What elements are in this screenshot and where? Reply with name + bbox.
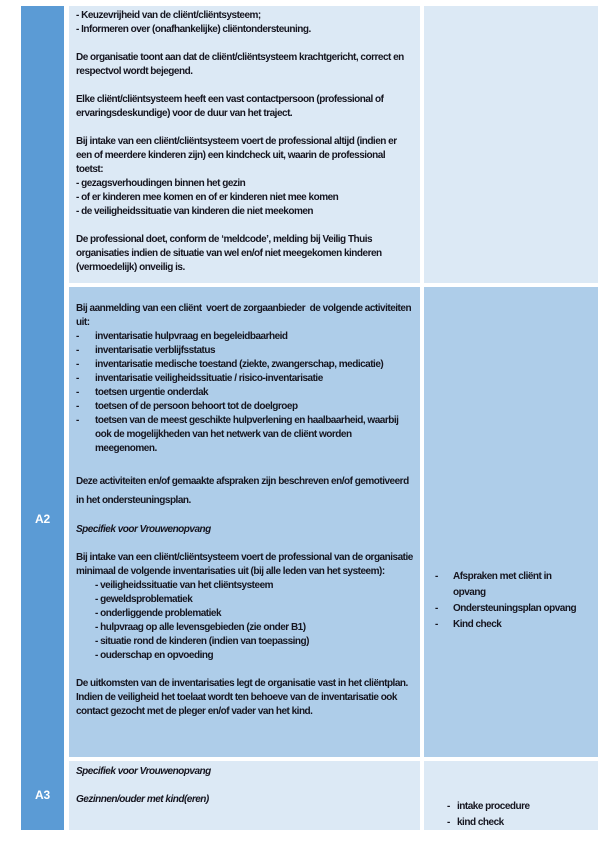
sub-heading: Gezinnen/ouder met kind(eren) (76, 794, 209, 805)
bullet-item: - Kind check (453, 617, 586, 633)
list-item: - toetsen van de meest geschikte hulpverlening en haalbaarheid, waarbij ook de mogelijkheden van het netwerk van de cliënt worden meegenomen. (76, 414, 414, 456)
section-heading: Specifiek voor Vrouwenopvang (76, 524, 211, 535)
cell-a3-side (424, 761, 598, 830)
cell-a2-side (424, 287, 598, 757)
paragraph: - Informeren over (onafhankelijke) cliëntondersteuning. (76, 24, 311, 35)
row-label-a3: A3 (35, 788, 50, 802)
paragraph: De uitkomsten van de inventarisaties legt de organisatie vast in het cliëntplan. Indien de veiligheid het toelaat wordt ten behoeve van de inventarisatie ook contact gezocht met de pleger en/of vader van het kind. (76, 678, 411, 717)
list-item: - inventarisatie hulpvraag en begeleidbaarheid (76, 330, 414, 344)
side-bullet-list (424, 287, 598, 633)
list-item: - of er kinderen mee komen en of er kinderen niet mee komen (76, 192, 339, 203)
bullet-item: - Ondersteuningsplan opvang (453, 601, 586, 617)
paragraph: Elke cliënt/cliëntsysteem heeft een vast contactpersoon (professional of ervaringsdeskundige) voor de duur van het traject. (76, 94, 386, 119)
list-item: - situatie rond de kinderen (indien van toepassing) (95, 636, 309, 647)
list-item: - inventarisatie verblijfsstatus (76, 344, 414, 358)
list-item: - inventarisatie veiligheidssituatie / risico-inventarisatie (76, 372, 414, 386)
bullet-item: - intake procedure (457, 799, 586, 815)
cell-r1-main (69, 6, 420, 283)
cell-a3-main (69, 761, 420, 830)
list-item: - gezagsverhoudingen binnen het gezin (76, 178, 246, 189)
cell-a2-main (69, 287, 420, 757)
section-heading: Specifiek voor Vrouwenopvang (76, 766, 211, 777)
row-label-a2: A2 (35, 512, 50, 526)
paragraph: Bij intake van een cliënt/cliëntsysteem voert de professional van de organisatie minimaal de volgende inventarisaties uit (bij alle leden van het systeem): (76, 552, 416, 577)
bullet-item: - Afspraken met cliënt in opvang (453, 569, 586, 601)
list-item: - hulpvraag op alle levensgebieden (zie onder B1) (95, 622, 306, 633)
paragraph: Bij intake van een cliënt/cliëntsysteem voert de professional altijd (indien er een of meerdere kinderen zijn) een kindcheck uit, waarin de professional toetst: (76, 136, 399, 175)
paragraph: De professional doet, conform de ‘meldcode’, melding bij Veilig Thuis organisaties indien de situatie van wel en/of niet meegekomen kinderen (vermoedelijk) onveilig is. (76, 234, 384, 273)
list-item: - toetsen of de persoon behoort tot de doelgroep (76, 400, 414, 414)
side-bullet-list (424, 761, 598, 830)
paragraph: De organisatie toont aan dat de cliënt/cliëntsysteem krachtgericht, correct en respectvol wordt bejegend. (76, 52, 407, 77)
list-item: - ouderschap en opvoeding (95, 650, 214, 661)
paragraph: Bij aanmelding van een cliënt voert de zorgaanbieder de volgende activiteiten uit: (76, 303, 414, 328)
list-item: - de veiligheidssituatie van kinderen die niet meekomen (76, 206, 314, 217)
row-label-column (21, 6, 64, 830)
paragraph: - Keuzevrijheid van de cliënt/cliëntsysteem; (76, 10, 261, 21)
list-item: - veiligheidssituatie van het cliëntsysteem (95, 580, 274, 591)
list-item: - toetsen urgentie onderdak (76, 386, 414, 400)
paragraph: Deze activiteiten en/of gemaakte afspraken zijn beschreven en/of gemotiveerd in het ondersteuningsplan. (76, 476, 411, 506)
list-item: - onderliggende problematiek (95, 608, 222, 619)
list-item: - geweldsproblematiek (95, 594, 193, 605)
list-item: - inventarisatie medische toestand (ziekte, zwangerschap, medicatie) (76, 358, 414, 372)
continuation-table (21, 6, 598, 830)
cell-r1-side (424, 6, 598, 283)
bullet-item: - kind check (457, 815, 586, 830)
